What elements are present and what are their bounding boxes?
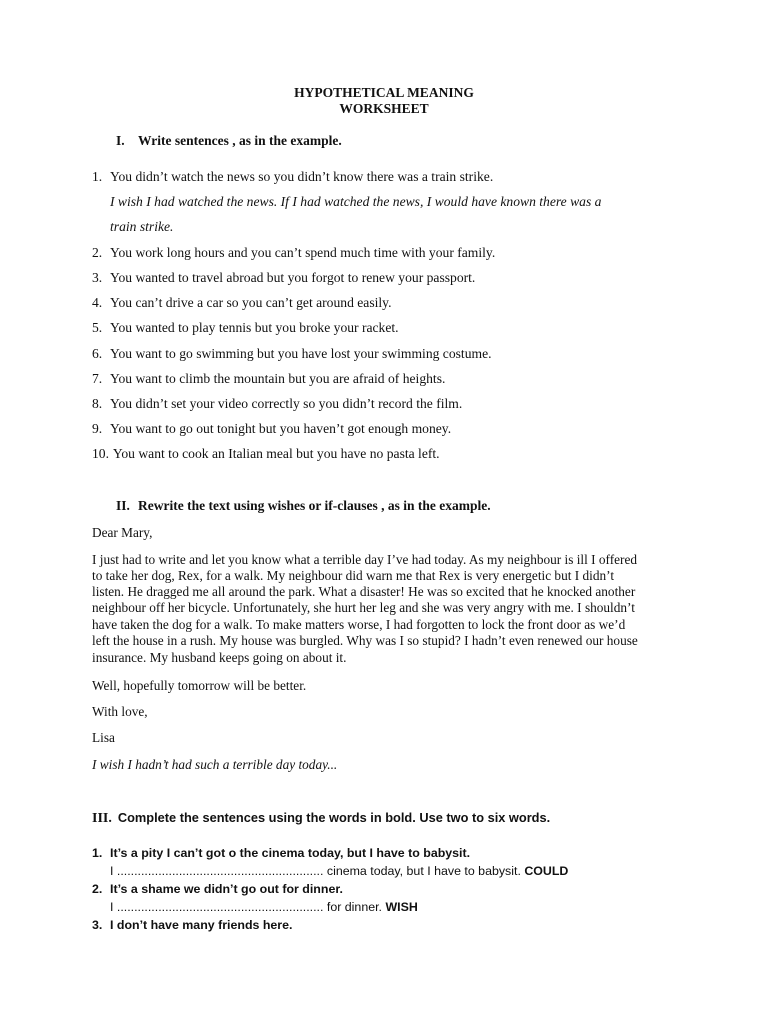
letter-body-line: have taken the dog for a walk. To make matters worse, I had forgotten to lock the front door as we’d [92, 617, 626, 632]
list-item: 10. You want to cook an Italian meal but you have no pasta left. [92, 446, 440, 461]
letter-body-line: I just had to write and let you know what a terrible day I’ve had today. As my neighbour is ill I offered [92, 552, 638, 567]
keyword: COULD [524, 864, 569, 878]
section-1-numeral: I. [116, 133, 125, 148]
letter-body-line: listen. He dragged me all around the park. What a disaster! He was so excited that he knocked another [92, 584, 636, 599]
list-item: 7. You want to climb the mountain but you are afraid of heights. [92, 371, 446, 386]
list-item: 9. You want to go out tonight but you haven’t got enough money. [92, 421, 452, 436]
answer-line: I ............................................................ for dinner. WISH [110, 900, 418, 914]
answer-line: I ............................................................ cinema today, but I have to babysit. COULD [110, 864, 569, 878]
section-3-numeral: III. [92, 811, 112, 826]
question-item: 2. It’s a shame we didn’t go out for dinner. [92, 882, 343, 896]
section-2-heading-text: Rewrite the text using wishes or if-clauses , as in the example. [138, 498, 491, 513]
letter-body-line: to take her dog, Rex, for a walk. My neighbour did warn me that Rex is very energetic but I didn’t [92, 568, 615, 583]
keyword: WISH [385, 900, 418, 914]
letter-body-line: neighbour off her bicycle. Unfortunately, she hurt her leg and she was very angry with me. I shouldn’t [92, 600, 635, 615]
example-answer: I wish I hadn’t had such a terrible day today... [92, 757, 338, 772]
section-1-heading-text: Write sentences , as in the example. [138, 133, 342, 148]
letter-signoff: With love, [92, 704, 148, 719]
list-item: 1. You didn’t watch the news so you didn’t know there was a train strike. [92, 169, 494, 184]
list-item: 5. You wanted to play tennis but you broke your racket. [92, 320, 399, 335]
letter-signature: Lisa [92, 730, 115, 745]
question-item: 3. I don’t have many friends here. [92, 918, 293, 932]
letter-greeting: Dear Mary, [92, 525, 153, 540]
worksheet-subtitle: WORKSHEET [339, 101, 429, 116]
letter-closing: Well, hopefully tomorrow will be better. [92, 678, 307, 693]
list-item: 2. You work long hours and you can’t spend much time with your family. [92, 245, 496, 260]
section-2-numeral: II. [116, 498, 130, 513]
list-item: 8. You didn’t set your video correctly so you didn’t record the film. [92, 396, 463, 411]
section-3-heading-text: Complete the sentences using the words in bold. Use two to six words. [117, 810, 551, 825]
example-answer-line-1: I wish I had watched the news. If I had watched the news, I would have known there was a [110, 194, 602, 209]
example-answer-line-2: train strike. [110, 219, 174, 234]
letter-body-line: insurance. My husband keeps going on about it. [92, 650, 347, 665]
list-item: 4. You can’t drive a car so you can’t get around easily. [92, 295, 392, 310]
question-item: 1. It’s a pity I can’t got o the cinema today, but I have to babysit. [92, 846, 471, 860]
section-3-heading [92, 810, 550, 827]
list-item: 6. You want to go swimming but you have lost your swimming costume. [92, 346, 492, 361]
list-item: 3. You wanted to travel abroad but you forgot to renew your passport. [92, 270, 476, 285]
letter-body-line: left the house in a rush. My house was burgled. Why was I so stupid? I hadn’t even renewed our house [92, 633, 638, 648]
worksheet-title: HYPOTHETICAL MEANING [294, 85, 474, 100]
